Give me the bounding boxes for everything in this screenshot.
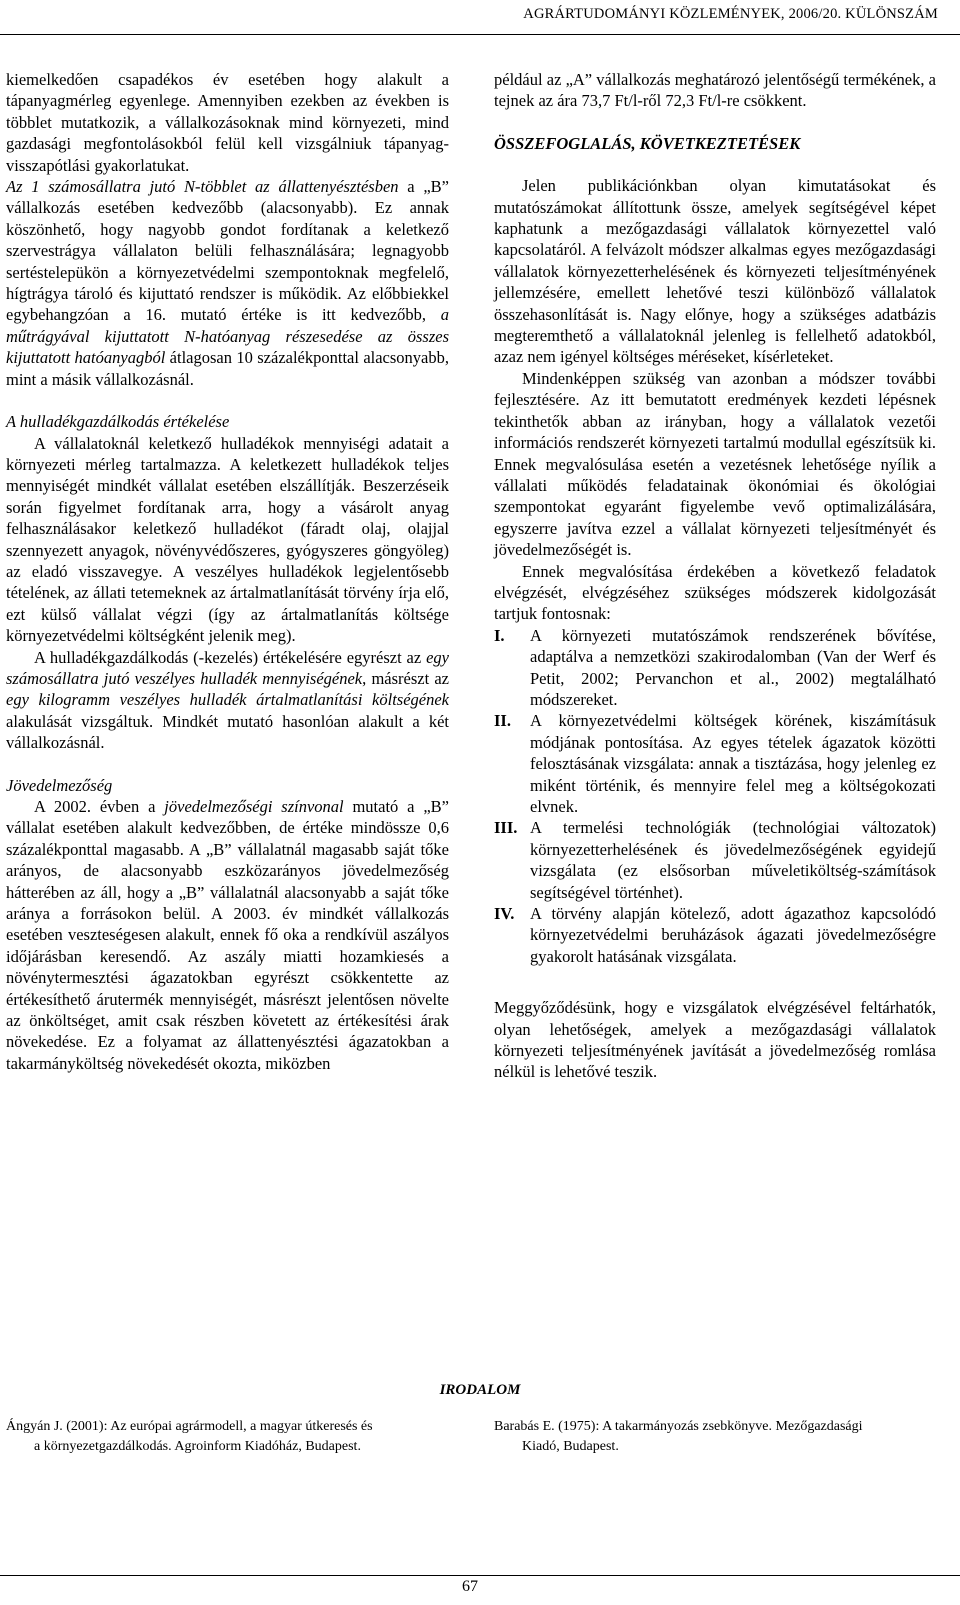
running-header: AGRÁRTUDOMÁNYI KÖZLEMÉNYEK, 2006/20. KÜLÖNSZÁM <box>523 6 938 22</box>
paragraph-summary-1: Jelen publikációnkban olyan kimutatásokat és mutatószámokat állítottunk össze, amelyek segítségével képet kaphatunk a mezőgazdasági vállalatok környezettel való kapcsolatáról. A felvázolt módszer alkalmas egyes mezőgazdasági vállalatok környezetterhelésének és környezeti teljesítményének jellemzésére, emellett lehetővé teszi különböző vállalatok összehasonlítását is. Nagy előnye, hogy a szükséges adatbázis megteremthető a vállalatoknál jelenleg is fellelhető adatokból, azaz nem igényel költséges méréseket, kísérleteket. <box>494 176 936 367</box>
paragraph-intro: kiemelkedően csapadékos év esetében hogy alakult a tápanyagmérleg egyenlege. Amennyiben ezekben az években is többlet mutatkozik, a vállalkozásoknak mind környezeti, mind gazdasági megfontolásokból felül kell vizsgálniuk tápanyag-visszapótlási gyakorlatukat. <box>6 70 449 175</box>
list-item: II. A környezetvédelmi költségek körének, kiszámításuk módjának pontosítása. Az egyes tételek ágazatok közötti felosztásának vizsgálata: annak a tisztázása, hogy jelenleg ez miként történik, és mennyire felel meg a költségokozati elvnek. <box>494 711 936 816</box>
n-surplus-indicator: Az 1 számosállatra jutó N-többlet az állattenyésztésben <box>6 177 399 197</box>
paragraph-summary-2: Mindenképpen szükség van azonban a módszer további fejlesztésére. Az itt bemutatott eredmények kezdeti lépésnek tekinthetők abban az irányban, hogy a vállalatok vezetői információs rendszerét környezeti tartalmú modullal egészítsük ki. Ennek megvalósulása esetén a vezetésnek lehetősége nyílik a vállalati működés feladatainak ökonómiai és ökológiai szempontokat egyaránt figyelembe vevő optimalizálására, egyszerre javítva ezzel a vállalat környezeti teljesítményét és jövedelmezőségét is. <box>494 368 936 560</box>
list-item: III. A termelési technológiák (technológiai változatok) környezetterhelésének és jövedelmezőségének egyidejű vizsgálata (ez elsősorban műveletiköltség-számítások segítségével történhet). <box>494 818 936 902</box>
header-rule <box>0 34 960 35</box>
references-title: IRODALOM <box>439 1382 521 1398</box>
reference-angyan: Ángyán J. (2001): Az európai agrármodell, a magyar útkeresés és a környezetgazdálkodás. Agroinform Kiadóház, Budapest. <box>6 1419 373 1454</box>
list-item: I. A környezeti mutatószámok rendszerének bővítése, adaptálva a nemzetközi szakirodalomban (Van der Werf és Petit, 2002; Pervanchon et al., 2002) megtalálható módszereket. <box>494 625 936 709</box>
paragraph-conclusion: Meggyőződésünk, hogy e vizsgálatok elvégzésével feltárhatók, olyan lehetőségek, amelyek a mezőgazdasági vállalatok környezeti teljesítményének javítását a jövedelmezőség romlása nélkül is lehetővé teszik. <box>494 998 936 1082</box>
left-column <box>6 69 449 1074</box>
paragraph-profitability: A 2002. évben a jövedelmezőségi színvonal mutató a „B” vállalat esetében alakult kedvezőbben, de értéke mindössze 0,6 százalékponttal magasabb. A „B” vállalatnál magasabb saját tőke arányos, de alacsonyabb eszközarányos jövedelmezőség hátterében az áll, hogy a „B” vállalatnál alacsonyabb a saját tőke aránya a forrásokon belül. A 2003. év mindkét vállalkozás esetében veszteségesen alakult, ennek fő oka a rendkívül aszályos időjárásban keresendő. Az aszály miatti hozamkiesés a növénytermesztési ágazatokban egyrészt csökkentette az értékesíthető árutermék mennyiségét, másrészt jelentősen növelte az önköltséget, amit csak részben követett az értékesítési árak növekedése. Ez a folyamat az állattenyésztési ágazatokban a takarmányköltség növekedését okozta, miközben <box>6 797 449 1073</box>
paragraph-milk-price: például az „A” vállalkozás meghatározó jelentőségű termékének, a tejnek az ára 73,7 Ft/l-ről 72,3 Ft/l-re csökkent. <box>494 70 936 111</box>
footer-rule <box>0 1575 960 1576</box>
section-title-summary: ÖSSZEFOGLALÁS, KÖVETKEZTETÉSEK <box>494 133 801 153</box>
paragraph-summary-3: Ennek megvalósítása érdekében a következő feladatok elvégzését, elvégzéséhez szükséges módszerek kidolgozását tartjuk fontosnak: <box>494 561 936 624</box>
list-item: IV. A törvény alapján kötelező, adott ágazathoz kapcsolódó környezetvédelmi beruházások ágazati jövedelmezőségre gyakorolt hatásának vizsgálata. <box>494 904 936 966</box>
section-title-profitability: Jövedelmezőség <box>6 775 113 795</box>
paragraph-waste-1: A vállalatoknál keletkező hulladékok mennyiségi adatait a környezeti mérleg tartalmazza. A keletkezett hulladékok teljes mennyiségét mindkét vállalat esetében elszállítják. Beszerzéseik során figyelmet fordítanak arra, hogy a vásárolt anyag felhasználásakor keletkező hulladékot (fáradt olaj, olajjal szennyezett anyagok, növényvédőszeres, gyógyszeres göngyöleg) az eladó visszavegye. A veszélyes hulladékok legjelentősebb tételének, az állati tetemeknek az ártalmatlanítását törvény írja elő, ezt külső vállalat végzi (így az ártalmatlanítás költsége környezetvédelmi költségként jelenik meg). <box>6 433 449 646</box>
paragraph-waste-2: A hulladékgazdálkodás (-kezelés) értékelésére egyrészt az egy számosállatra jutó veszélyes hulladék mennyiségének, másrészt az egy kilogramm veszélyes hulladék ártalmatlanítási költségének alakulását vizsgáltuk. Mindkét mutató hasonlóan alakult a két vállalkozásnál. <box>6 647 449 753</box>
right-column <box>494 69 936 1083</box>
section-title-waste: A hulladékgazdálkodás értékelése <box>6 412 230 432</box>
paragraph-n-surplus: Az 1 számosállatra jutó N-többlet az állattenyésztésben a „B” vállalkozás esetében kedvezőbb (alacsonyabb). Ez annak köszönhető, hogy nagyobb gondot fordítanak a keletkező szervestrágya vállalaton belüli felhasználására; legnagyobb sertéstelepükön a környezetvédelmi szempontoknak megfelelő, hígtrágya tároló és kijuttató rendszer is működik. Az előbbiekkel egybehangzóan a 16. mutató értéke is itt kedvezőbb, a műtrágyával kijuttatott N-hatóanyag részesedése az összes kijuttatott hatóanyagból átlagosan 10 százalékponttal alacsonyabb, mint a másik vállalkozásnál. <box>6 177 450 389</box>
task-list <box>494 625 936 968</box>
reference-barabas: Barabás E. (1975): A takarmányozás zsebkönyve. Mezőgazdasági Kiadó, Budapest. <box>494 1419 863 1454</box>
page-number: 67 <box>462 1578 478 1595</box>
